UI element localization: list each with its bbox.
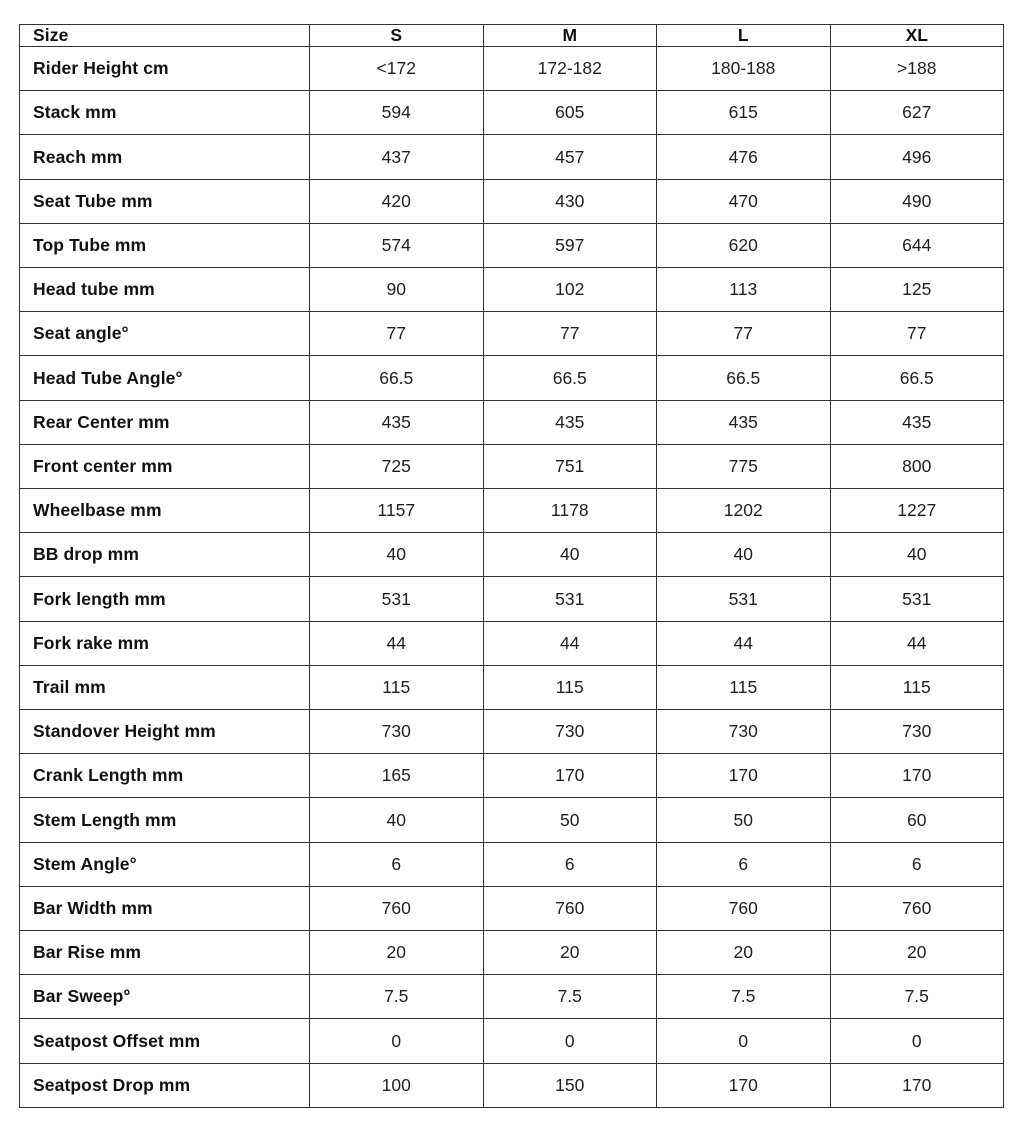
spec-value: 476 xyxy=(657,135,831,179)
column-header-s: S xyxy=(310,25,484,47)
spec-label: Stem Angle° xyxy=(20,842,310,886)
spec-value: 615 xyxy=(657,91,831,135)
spec-value: 775 xyxy=(657,444,831,488)
geometry-table-body xyxy=(20,47,1004,1108)
spec-value: 20 xyxy=(657,931,831,975)
spec-row xyxy=(20,931,1004,975)
spec-value: 170 xyxy=(657,1063,831,1107)
spec-label: Fork rake mm xyxy=(20,621,310,665)
spec-value: 800 xyxy=(830,444,1004,488)
spec-row xyxy=(20,1063,1004,1107)
spec-value: 730 xyxy=(483,710,657,754)
spec-value: 470 xyxy=(657,179,831,223)
spec-value: 20 xyxy=(483,931,657,975)
spec-label: Fork length mm xyxy=(20,577,310,621)
spec-value: 437 xyxy=(310,135,484,179)
spec-value: 40 xyxy=(830,533,1004,577)
spec-label: Wheelbase mm xyxy=(20,489,310,533)
spec-label: Seat angle° xyxy=(20,312,310,356)
spec-value: 20 xyxy=(830,931,1004,975)
spec-row xyxy=(20,1019,1004,1063)
spec-value: 102 xyxy=(483,268,657,312)
spec-value: 44 xyxy=(310,621,484,665)
spec-value: 430 xyxy=(483,179,657,223)
spec-value: 115 xyxy=(310,665,484,709)
spec-value: 40 xyxy=(310,533,484,577)
spec-value: 605 xyxy=(483,91,657,135)
spec-value: 170 xyxy=(830,754,1004,798)
spec-row xyxy=(20,842,1004,886)
spec-value: 1227 xyxy=(830,489,1004,533)
geometry-table xyxy=(19,24,1004,1108)
spec-row xyxy=(20,975,1004,1019)
spec-value: 574 xyxy=(310,223,484,267)
spec-value: 435 xyxy=(830,400,1004,444)
spec-value: 627 xyxy=(830,91,1004,135)
spec-value: 6 xyxy=(483,842,657,886)
spec-value: 40 xyxy=(483,533,657,577)
spec-value: 7.5 xyxy=(483,975,657,1019)
spec-label: Seatpost Offset mm xyxy=(20,1019,310,1063)
spec-value: 44 xyxy=(657,621,831,665)
spec-value: 170 xyxy=(483,754,657,798)
spec-value: 730 xyxy=(310,710,484,754)
spec-value: 420 xyxy=(310,179,484,223)
spec-value: 7.5 xyxy=(830,975,1004,1019)
spec-value: 77 xyxy=(657,312,831,356)
spec-value: 40 xyxy=(657,533,831,577)
spec-value: 66.5 xyxy=(483,356,657,400)
spec-value: 597 xyxy=(483,223,657,267)
spec-label: Crank Length mm xyxy=(20,754,310,798)
spec-value: 44 xyxy=(483,621,657,665)
spec-value: 50 xyxy=(657,798,831,842)
spec-value: 90 xyxy=(310,268,484,312)
spec-value: 66.5 xyxy=(310,356,484,400)
spec-value: 115 xyxy=(657,665,831,709)
spec-label: Stack mm xyxy=(20,91,310,135)
spec-label: Rider Height cm xyxy=(20,47,310,91)
spec-value: 7.5 xyxy=(657,975,831,1019)
spec-label: Front center mm xyxy=(20,444,310,488)
spec-value: 40 xyxy=(310,798,484,842)
spec-value: 594 xyxy=(310,91,484,135)
spec-value: 760 xyxy=(830,886,1004,930)
spec-value: 1157 xyxy=(310,489,484,533)
spec-value: 751 xyxy=(483,444,657,488)
spec-value: 644 xyxy=(830,223,1004,267)
header-row xyxy=(20,25,1004,47)
spec-value: 6 xyxy=(657,842,831,886)
spec-row xyxy=(20,577,1004,621)
spec-value: 77 xyxy=(310,312,484,356)
spec-value: 531 xyxy=(310,577,484,621)
spec-value: 170 xyxy=(830,1063,1004,1107)
spec-label: Bar Rise mm xyxy=(20,931,310,975)
spec-value: 490 xyxy=(830,179,1004,223)
spec-row xyxy=(20,665,1004,709)
spec-label: Top Tube mm xyxy=(20,223,310,267)
spec-value: 435 xyxy=(483,400,657,444)
spec-value: 435 xyxy=(657,400,831,444)
size-header-label: Size xyxy=(20,25,310,47)
spec-value: 172-182 xyxy=(483,47,657,91)
spec-value: 760 xyxy=(483,886,657,930)
spec-value: 115 xyxy=(483,665,657,709)
spec-label: Trail mm xyxy=(20,665,310,709)
spec-value: 115 xyxy=(830,665,1004,709)
spec-value: 620 xyxy=(657,223,831,267)
spec-label: Bar Width mm xyxy=(20,886,310,930)
spec-row xyxy=(20,179,1004,223)
spec-label: BB drop mm xyxy=(20,533,310,577)
spec-row xyxy=(20,444,1004,488)
spec-value: 725 xyxy=(310,444,484,488)
spec-row xyxy=(20,223,1004,267)
column-header-m: M xyxy=(483,25,657,47)
spec-row xyxy=(20,533,1004,577)
column-header-l: L xyxy=(657,25,831,47)
spec-value: 1202 xyxy=(657,489,831,533)
spec-value: 44 xyxy=(830,621,1004,665)
spec-value: 100 xyxy=(310,1063,484,1107)
spec-value: 66.5 xyxy=(830,356,1004,400)
spec-value: >188 xyxy=(830,47,1004,91)
spec-value: 531 xyxy=(657,577,831,621)
spec-value: 170 xyxy=(657,754,831,798)
spec-row xyxy=(20,621,1004,665)
spec-label: Seat Tube mm xyxy=(20,179,310,223)
spec-value: 60 xyxy=(830,798,1004,842)
spec-value: 531 xyxy=(483,577,657,621)
spec-row xyxy=(20,754,1004,798)
spec-value: 6 xyxy=(830,842,1004,886)
spec-label: Bar Sweep° xyxy=(20,975,310,1019)
spec-row xyxy=(20,91,1004,135)
spec-value: 0 xyxy=(483,1019,657,1063)
spec-value: 760 xyxy=(657,886,831,930)
spec-value: 20 xyxy=(310,931,484,975)
spec-label: Head Tube Angle° xyxy=(20,356,310,400)
spec-value: 0 xyxy=(310,1019,484,1063)
spec-row xyxy=(20,135,1004,179)
spec-value: 77 xyxy=(830,312,1004,356)
column-header-xl: XL xyxy=(830,25,1004,47)
spec-value: 125 xyxy=(830,268,1004,312)
spec-value: 457 xyxy=(483,135,657,179)
spec-label: Reach mm xyxy=(20,135,310,179)
spec-value: 6 xyxy=(310,842,484,886)
spec-value: 730 xyxy=(657,710,831,754)
spec-label: Standover Height mm xyxy=(20,710,310,754)
spec-value: 7.5 xyxy=(310,975,484,1019)
spec-value: 435 xyxy=(310,400,484,444)
spec-row xyxy=(20,886,1004,930)
spec-row xyxy=(20,47,1004,91)
spec-label: Stem Length mm xyxy=(20,798,310,842)
spec-value: 165 xyxy=(310,754,484,798)
spec-value: 760 xyxy=(310,886,484,930)
spec-value: 77 xyxy=(483,312,657,356)
spec-value: 496 xyxy=(830,135,1004,179)
spec-row xyxy=(20,798,1004,842)
spec-value: 0 xyxy=(657,1019,831,1063)
spec-row xyxy=(20,400,1004,444)
spec-value: 50 xyxy=(483,798,657,842)
spec-row xyxy=(20,312,1004,356)
spec-label: Head tube mm xyxy=(20,268,310,312)
spec-row xyxy=(20,356,1004,400)
spec-value: 1178 xyxy=(483,489,657,533)
spec-value: 113 xyxy=(657,268,831,312)
spec-value: 66.5 xyxy=(657,356,831,400)
spec-value: 730 xyxy=(830,710,1004,754)
spec-value: 531 xyxy=(830,577,1004,621)
spec-label: Rear Center mm xyxy=(20,400,310,444)
spec-label: Seatpost Drop mm xyxy=(20,1063,310,1107)
spec-value: 150 xyxy=(483,1063,657,1107)
spec-row xyxy=(20,489,1004,533)
spec-row xyxy=(20,268,1004,312)
spec-value: <172 xyxy=(310,47,484,91)
spec-row xyxy=(20,710,1004,754)
spec-value: 0 xyxy=(830,1019,1004,1063)
spec-value: 180-188 xyxy=(657,47,831,91)
